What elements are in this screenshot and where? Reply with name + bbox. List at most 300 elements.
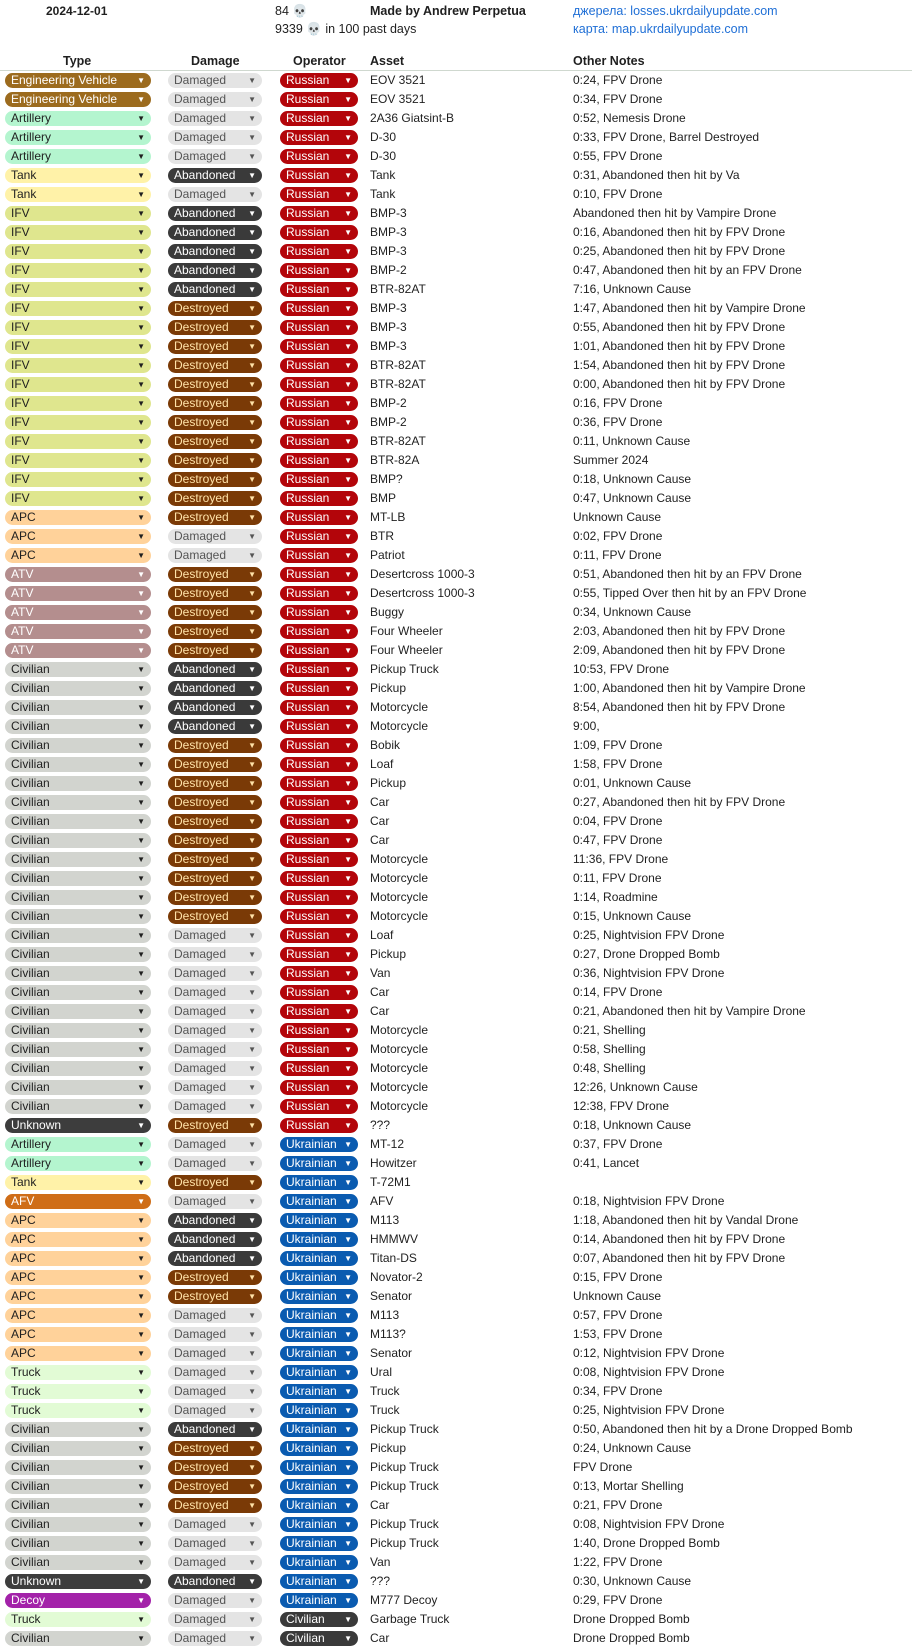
damage-dropdown[interactable] xyxy=(168,586,262,601)
damage-dropdown[interactable] xyxy=(168,909,262,924)
type-dropdown[interactable] xyxy=(5,1080,151,1095)
type-dropdown[interactable] xyxy=(5,1631,151,1646)
type-dropdown[interactable] xyxy=(5,814,151,829)
chevron-down-icon: ▼ xyxy=(344,95,352,104)
operator-dropdown[interactable] xyxy=(280,434,358,449)
type-dropdown[interactable] xyxy=(5,567,151,582)
type-dropdown[interactable] xyxy=(5,1574,151,1589)
damage-dropdown[interactable] xyxy=(168,985,262,1000)
chevron-down-icon: ▼ xyxy=(248,1045,256,1054)
type-dropdown[interactable] xyxy=(5,1403,151,1418)
operator-value: Russian xyxy=(286,567,330,581)
type-dropdown[interactable] xyxy=(5,833,151,848)
operator-dropdown[interactable] xyxy=(280,168,358,183)
type-dropdown[interactable] xyxy=(5,1612,151,1627)
damage-value: Damaged xyxy=(174,92,227,106)
type-dropdown[interactable] xyxy=(5,472,151,487)
type-dropdown[interactable] xyxy=(5,1346,151,1361)
operator-dropdown[interactable] xyxy=(280,795,358,810)
damage-dropdown[interactable] xyxy=(168,263,262,278)
operator-dropdown[interactable] xyxy=(280,567,358,582)
operator-dropdown[interactable] xyxy=(280,282,358,297)
operator-dropdown[interactable] xyxy=(280,1042,358,1057)
damage-dropdown[interactable] xyxy=(168,73,262,88)
operator-dropdown[interactable] xyxy=(280,73,358,88)
asset-cell: Tank xyxy=(370,187,396,201)
chevron-down-icon: ▼ xyxy=(344,1102,352,1111)
chevron-down-icon: ▼ xyxy=(137,988,145,997)
operator-dropdown[interactable] xyxy=(280,491,358,506)
operator-dropdown[interactable] xyxy=(280,833,358,848)
damage-dropdown[interactable] xyxy=(168,757,262,772)
operator-dropdown[interactable] xyxy=(280,1422,358,1437)
type-dropdown[interactable] xyxy=(5,149,151,164)
damage-dropdown[interactable] xyxy=(168,491,262,506)
type-dropdown[interactable] xyxy=(5,1023,151,1038)
table-row xyxy=(0,1553,912,1572)
type-dropdown[interactable] xyxy=(5,358,151,373)
type-dropdown[interactable] xyxy=(5,263,151,278)
type-dropdown[interactable] xyxy=(5,225,151,240)
operator-dropdown[interactable] xyxy=(280,1403,358,1418)
damage-dropdown[interactable] xyxy=(168,966,262,981)
type-dropdown[interactable] xyxy=(5,985,151,1000)
type-dropdown[interactable] xyxy=(5,1194,151,1209)
type-dropdown[interactable] xyxy=(5,1593,151,1608)
chevron-down-icon: ▼ xyxy=(248,1007,256,1016)
operator-dropdown[interactable] xyxy=(280,453,358,468)
type-dropdown[interactable] xyxy=(5,1498,151,1513)
asset-cell: Pickup xyxy=(370,947,407,961)
type-dropdown[interactable] xyxy=(5,111,151,126)
damage-dropdown[interactable] xyxy=(168,377,262,392)
type-dropdown[interactable] xyxy=(5,130,151,145)
damage-value: Destroyed xyxy=(174,643,229,657)
damage-dropdown[interactable] xyxy=(168,529,262,544)
damage-dropdown[interactable] xyxy=(168,1175,262,1190)
operator-dropdown[interactable] xyxy=(280,776,358,791)
chevron-down-icon: ▼ xyxy=(248,1197,256,1206)
operator-dropdown[interactable] xyxy=(280,149,358,164)
damage-dropdown[interactable] xyxy=(168,472,262,487)
operator-dropdown[interactable] xyxy=(280,1517,358,1532)
type-dropdown[interactable] xyxy=(5,1251,151,1266)
operator-dropdown[interactable] xyxy=(280,339,358,354)
type-dropdown[interactable] xyxy=(5,947,151,962)
type-dropdown[interactable] xyxy=(5,738,151,753)
operator-dropdown[interactable] xyxy=(280,1099,358,1114)
damage-dropdown[interactable] xyxy=(168,1042,262,1057)
damage-dropdown[interactable] xyxy=(168,795,262,810)
damage-value: Destroyed xyxy=(174,1270,229,1284)
damage-dropdown[interactable] xyxy=(168,1308,262,1323)
damage-dropdown[interactable] xyxy=(168,1023,262,1038)
operator-dropdown[interactable] xyxy=(280,681,358,696)
operator-dropdown[interactable] xyxy=(280,586,358,601)
operator-dropdown[interactable] xyxy=(280,358,358,373)
type-dropdown[interactable] xyxy=(5,624,151,639)
type-dropdown[interactable] xyxy=(5,548,151,563)
damage-dropdown[interactable] xyxy=(168,624,262,639)
operator-dropdown[interactable] xyxy=(280,130,358,145)
operator-dropdown[interactable] xyxy=(280,1175,358,1190)
damage-dropdown[interactable] xyxy=(168,453,262,468)
damage-dropdown[interactable] xyxy=(168,339,262,354)
damage-dropdown[interactable] xyxy=(168,814,262,829)
damage-value: Abandoned xyxy=(174,1232,236,1246)
operator-dropdown[interactable] xyxy=(280,757,358,772)
damage-dropdown[interactable] xyxy=(168,92,262,107)
damage-dropdown[interactable] xyxy=(168,1479,262,1494)
type-dropdown[interactable] xyxy=(5,529,151,544)
chevron-down-icon: ▼ xyxy=(137,532,145,541)
operator-dropdown[interactable] xyxy=(280,529,358,544)
type-dropdown[interactable] xyxy=(5,776,151,791)
operator-dropdown[interactable] xyxy=(280,662,358,677)
damage-dropdown[interactable] xyxy=(168,1384,262,1399)
damage-value: Damaged xyxy=(174,548,227,562)
type-dropdown[interactable] xyxy=(5,491,151,506)
damage-dropdown[interactable] xyxy=(168,548,262,563)
damage-dropdown[interactable] xyxy=(168,301,262,316)
sources-link[interactable]: джерела: losses.ukrdailyupdate.com xyxy=(573,4,778,18)
operator-dropdown[interactable] xyxy=(280,225,358,240)
damage-dropdown[interactable] xyxy=(168,1555,262,1570)
table-row xyxy=(0,375,912,394)
type-dropdown[interactable] xyxy=(5,586,151,601)
operator-dropdown[interactable] xyxy=(280,1004,358,1019)
damage-dropdown[interactable] xyxy=(168,1099,262,1114)
operator-dropdown[interactable] xyxy=(280,244,358,259)
type-dropdown[interactable] xyxy=(5,681,151,696)
damage-dropdown[interactable] xyxy=(168,149,262,164)
operator-dropdown[interactable] xyxy=(280,738,358,753)
type-dropdown[interactable] xyxy=(5,1156,151,1171)
type-dropdown[interactable] xyxy=(5,168,151,183)
type-dropdown[interactable] xyxy=(5,890,151,905)
type-dropdown[interactable] xyxy=(5,1555,151,1570)
damage-dropdown[interactable] xyxy=(168,282,262,297)
damage-dropdown[interactable] xyxy=(168,434,262,449)
operator-dropdown[interactable] xyxy=(280,1536,358,1551)
operator-dropdown[interactable] xyxy=(280,111,358,126)
type-dropdown[interactable] xyxy=(5,1289,151,1304)
damage-dropdown[interactable] xyxy=(168,1118,262,1133)
damage-dropdown[interactable] xyxy=(168,1327,262,1342)
damage-dropdown[interactable] xyxy=(168,1289,262,1304)
operator-dropdown[interactable] xyxy=(280,928,358,943)
operator-dropdown[interactable] xyxy=(280,700,358,715)
operator-dropdown[interactable] xyxy=(280,1346,358,1361)
type-dropdown[interactable] xyxy=(5,605,151,620)
operator-dropdown[interactable] xyxy=(280,814,358,829)
type-dropdown[interactable] xyxy=(5,73,151,88)
type-dropdown[interactable] xyxy=(5,1004,151,1019)
operator-dropdown[interactable] xyxy=(280,1327,358,1342)
type-dropdown[interactable] xyxy=(5,301,151,316)
damage-dropdown[interactable] xyxy=(168,225,262,240)
damage-dropdown[interactable] xyxy=(168,738,262,753)
operator-value: Russian xyxy=(286,548,330,562)
damage-dropdown[interactable] xyxy=(168,320,262,335)
damage-dropdown[interactable] xyxy=(168,510,262,525)
type-dropdown[interactable] xyxy=(5,453,151,468)
damage-dropdown[interactable] xyxy=(168,947,262,962)
type-dropdown[interactable] xyxy=(5,757,151,772)
damage-dropdown[interactable] xyxy=(168,1517,262,1532)
operator-dropdown[interactable] xyxy=(280,1251,358,1266)
notes-cell: 0:55, FPV Drone xyxy=(573,149,663,163)
damage-dropdown[interactable] xyxy=(168,719,262,734)
chevron-down-icon: ▼ xyxy=(137,703,145,712)
damage-dropdown[interactable] xyxy=(168,1422,262,1437)
operator-dropdown[interactable] xyxy=(280,1118,358,1133)
type-dropdown[interactable] xyxy=(5,909,151,924)
operator-dropdown[interactable] xyxy=(280,966,358,981)
notes-cell: 0:34, Unknown Cause xyxy=(573,605,692,619)
type-dropdown[interactable] xyxy=(5,928,151,943)
operator-dropdown[interactable] xyxy=(280,396,358,411)
type-dropdown[interactable] xyxy=(5,339,151,354)
operator-dropdown[interactable] xyxy=(280,1213,358,1228)
type-dropdown[interactable] xyxy=(5,1213,151,1228)
type-dropdown[interactable] xyxy=(5,1536,151,1551)
damage-dropdown[interactable] xyxy=(168,396,262,411)
damage-dropdown[interactable] xyxy=(168,168,262,183)
operator-dropdown[interactable] xyxy=(280,1061,358,1076)
type-dropdown[interactable] xyxy=(5,1479,151,1494)
damage-dropdown[interactable] xyxy=(168,643,262,658)
damage-dropdown[interactable] xyxy=(168,1441,262,1456)
chevron-down-icon: ▼ xyxy=(137,228,145,237)
type-dropdown[interactable] xyxy=(5,1270,151,1285)
type-dropdown[interactable] xyxy=(5,1365,151,1380)
notes-cell: 0:34, FPV Drone xyxy=(573,92,663,106)
operator-dropdown[interactable] xyxy=(280,1289,358,1304)
type-dropdown[interactable] xyxy=(5,871,151,886)
damage-dropdown[interactable] xyxy=(168,681,262,696)
operator-dropdown[interactable] xyxy=(280,510,358,525)
damage-dropdown[interactable] xyxy=(168,1251,262,1266)
chevron-down-icon: ▼ xyxy=(137,304,145,313)
operator-dropdown[interactable] xyxy=(280,719,358,734)
type-dropdown[interactable] xyxy=(5,206,151,221)
damage-dropdown[interactable] xyxy=(168,662,262,677)
operator-dropdown[interactable] xyxy=(280,643,358,658)
operator-dropdown[interactable] xyxy=(280,320,358,335)
type-dropdown[interactable] xyxy=(5,415,151,430)
damage-dropdown[interactable] xyxy=(168,111,262,126)
damage-dropdown[interactable] xyxy=(168,415,262,430)
operator-dropdown[interactable] xyxy=(280,1365,358,1380)
type-dropdown[interactable] xyxy=(5,396,151,411)
type-dropdown[interactable] xyxy=(5,510,151,525)
type-dropdown[interactable] xyxy=(5,1327,151,1342)
operator-dropdown[interactable] xyxy=(280,1441,358,1456)
operator-dropdown[interactable] xyxy=(280,1498,358,1513)
notes-cell: Drone Dropped Bomb xyxy=(573,1631,690,1645)
damage-dropdown[interactable] xyxy=(168,567,262,582)
chevron-down-icon: ▼ xyxy=(137,266,145,275)
damage-dropdown[interactable] xyxy=(168,1232,262,1247)
operator-dropdown[interactable] xyxy=(280,187,358,202)
notes-cell: 7:16, Unknown Cause xyxy=(573,282,692,296)
damage-dropdown[interactable] xyxy=(168,1536,262,1551)
type-dropdown[interactable] xyxy=(5,377,151,392)
table-row xyxy=(0,755,912,774)
type-dropdown[interactable] xyxy=(5,1517,151,1532)
operator-dropdown[interactable] xyxy=(280,1479,358,1494)
type-dropdown[interactable] xyxy=(5,244,151,259)
type-dropdown[interactable] xyxy=(5,1308,151,1323)
type-dropdown[interactable] xyxy=(5,795,151,810)
operator-dropdown[interactable] xyxy=(280,1631,358,1646)
operator-dropdown[interactable] xyxy=(280,909,358,924)
type-dropdown[interactable] xyxy=(5,187,151,202)
operator-dropdown[interactable] xyxy=(280,301,358,316)
damage-value: Damaged xyxy=(174,1308,227,1322)
type-dropdown[interactable] xyxy=(5,966,151,981)
damage-dropdown[interactable] xyxy=(168,244,262,259)
asset-cell: ??? xyxy=(370,1574,391,1588)
operator-dropdown[interactable] xyxy=(280,985,358,1000)
operator-value: Russian xyxy=(286,909,330,923)
type-dropdown[interactable] xyxy=(5,320,151,335)
operator-dropdown[interactable] xyxy=(280,1460,358,1475)
operator-value: Civilian xyxy=(286,1612,325,1626)
damage-dropdown[interactable] xyxy=(168,1612,262,1627)
damage-dropdown[interactable] xyxy=(168,928,262,943)
damage-dropdown[interactable] xyxy=(168,1403,262,1418)
chevron-down-icon: ▼ xyxy=(137,1634,145,1643)
asset-cell: Pickup xyxy=(370,681,407,695)
chevron-down-icon: ▼ xyxy=(137,608,145,617)
damage-dropdown[interactable] xyxy=(168,1498,262,1513)
damage-dropdown[interactable] xyxy=(168,187,262,202)
type-dropdown[interactable] xyxy=(5,1061,151,1076)
operator-dropdown[interactable] xyxy=(280,548,358,563)
chevron-down-icon: ▼ xyxy=(344,323,352,332)
damage-dropdown[interactable] xyxy=(168,1631,262,1646)
damage-value: Abandoned xyxy=(174,282,236,296)
damage-dropdown[interactable] xyxy=(168,1213,262,1228)
notes-cell: 0:14, Abandoned then hit by FPV Drone xyxy=(573,1232,786,1246)
operator-dropdown[interactable] xyxy=(280,624,358,639)
type-dropdown[interactable] xyxy=(5,1384,151,1399)
operator-dropdown[interactable] xyxy=(280,852,358,867)
damage-dropdown[interactable] xyxy=(168,1460,262,1475)
damage-dropdown[interactable] xyxy=(168,130,262,145)
operator-dropdown[interactable] xyxy=(280,377,358,392)
table-row xyxy=(0,527,912,546)
operator-dropdown[interactable] xyxy=(280,890,358,905)
map-link[interactable]: карта: map.ukrdailyupdate.com xyxy=(573,22,749,36)
operator-dropdown[interactable] xyxy=(280,1270,358,1285)
type-dropdown[interactable] xyxy=(5,1460,151,1475)
operator-value: Russian xyxy=(286,320,330,334)
damage-dropdown[interactable] xyxy=(168,1574,262,1589)
damage-dropdown[interactable] xyxy=(168,871,262,886)
damage-dropdown[interactable] xyxy=(168,1270,262,1285)
operator-dropdown[interactable] xyxy=(280,206,358,221)
type-dropdown[interactable] xyxy=(5,662,151,677)
type-dropdown[interactable] xyxy=(5,700,151,715)
col-damage: Damage xyxy=(191,54,240,68)
type-dropdown[interactable] xyxy=(5,643,151,658)
operator-dropdown[interactable] xyxy=(280,1156,358,1171)
damage-dropdown[interactable] xyxy=(168,1137,262,1152)
damage-dropdown[interactable] xyxy=(168,206,262,221)
damage-dropdown[interactable] xyxy=(168,358,262,373)
type-dropdown[interactable] xyxy=(5,1175,151,1190)
operator-dropdown[interactable] xyxy=(280,871,358,886)
damage-dropdown[interactable] xyxy=(168,890,262,905)
type-value: Truck xyxy=(11,1403,41,1417)
damage-dropdown[interactable] xyxy=(168,1346,262,1361)
type-dropdown[interactable] xyxy=(5,1137,151,1152)
damage-dropdown[interactable] xyxy=(168,833,262,848)
type-dropdown[interactable] xyxy=(5,282,151,297)
asset-cell: Motorcycle xyxy=(370,719,429,733)
damage-value: Abandoned xyxy=(174,263,236,277)
damage-dropdown[interactable] xyxy=(168,1156,262,1171)
damage-dropdown[interactable] xyxy=(168,1004,262,1019)
asset-cell: BMP-3 xyxy=(370,320,407,334)
operator-dropdown[interactable] xyxy=(280,1137,358,1152)
asset-cell: Car xyxy=(370,795,390,809)
operator-dropdown[interactable] xyxy=(280,1308,358,1323)
type-dropdown[interactable] xyxy=(5,1042,151,1057)
type-dropdown[interactable] xyxy=(5,434,151,449)
type-dropdown[interactable] xyxy=(5,1232,151,1247)
operator-dropdown[interactable] xyxy=(280,415,358,430)
damage-dropdown[interactable] xyxy=(168,1194,262,1209)
type-dropdown[interactable] xyxy=(5,1441,151,1456)
operator-dropdown[interactable] xyxy=(280,92,358,107)
operator-dropdown[interactable] xyxy=(280,1555,358,1570)
type-dropdown[interactable] xyxy=(5,92,151,107)
operator-dropdown[interactable] xyxy=(280,1612,358,1627)
type-dropdown[interactable] xyxy=(5,719,151,734)
operator-dropdown[interactable] xyxy=(280,1232,358,1247)
operator-dropdown[interactable] xyxy=(280,1593,358,1608)
operator-dropdown[interactable] xyxy=(280,1574,358,1589)
operator-dropdown[interactable] xyxy=(280,1194,358,1209)
damage-dropdown[interactable] xyxy=(168,700,262,715)
damage-dropdown[interactable] xyxy=(168,605,262,620)
type-dropdown[interactable] xyxy=(5,1099,151,1114)
operator-dropdown[interactable] xyxy=(280,605,358,620)
operator-dropdown[interactable] xyxy=(280,1384,358,1399)
operator-dropdown[interactable] xyxy=(280,1023,358,1038)
damage-dropdown[interactable] xyxy=(168,852,262,867)
operator-dropdown[interactable] xyxy=(280,1080,358,1095)
damage-dropdown[interactable] xyxy=(168,1593,262,1608)
operator-dropdown[interactable] xyxy=(280,263,358,278)
damage-dropdown[interactable] xyxy=(168,776,262,791)
operator-dropdown[interactable] xyxy=(280,947,358,962)
damage-value: Damaged xyxy=(174,187,227,201)
chevron-down-icon: ▼ xyxy=(344,874,352,883)
type-dropdown[interactable] xyxy=(5,1422,151,1437)
damage-dropdown[interactable] xyxy=(168,1080,262,1095)
type-dropdown[interactable] xyxy=(5,1118,151,1133)
damage-dropdown[interactable] xyxy=(168,1365,262,1380)
operator-dropdown[interactable] xyxy=(280,472,358,487)
damage-dropdown[interactable] xyxy=(168,1061,262,1076)
asset-cell: Car xyxy=(370,814,390,828)
type-dropdown[interactable] xyxy=(5,852,151,867)
